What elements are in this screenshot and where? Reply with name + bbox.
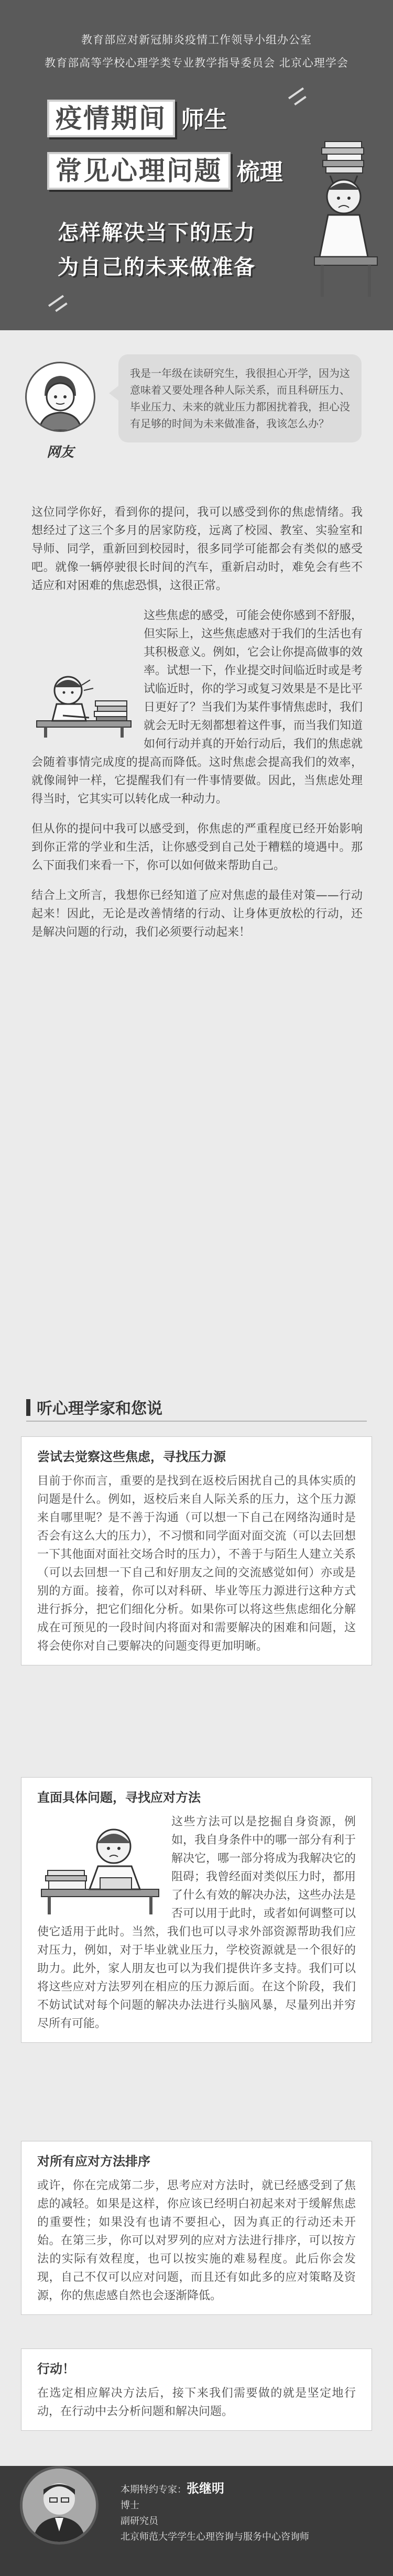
question-bubble: 我是一年级在读研究生，我很担心开学，因为这意味着又要处理各种人际关系，而且科研压力、毕业压力、未来的就业压力都困扰着我，担心没有足够的时间为未来做准备，我该怎么办？ (118, 354, 362, 442)
advice-card-title: 直面具体问题，寻找应对方法 (37, 1790, 201, 1805)
expert-intro-label: 本期特约专家： (121, 2484, 187, 2495)
expert-name: 张继明 (187, 2481, 224, 2496)
slash-decoration (288, 88, 304, 100)
slash-decoration (55, 302, 68, 312)
advice-card-title: 对所有应对方法排序 (37, 2154, 150, 2169)
expert-info (121, 2481, 309, 2545)
section-divider (26, 1421, 367, 1422)
advice-card-title: 尝试去觉察这些焦虑，寻找压力源 (37, 1449, 226, 1464)
expert-footer (0, 2466, 393, 2576)
expert-photo (20, 2466, 99, 2545)
answer-paragraph: 结合上文所言，我想你已经知道了应对焦虑的最佳对策——行动起来！因此，无论是改善情绪的行动、让身体更放松的行动，还是解决问题的行动，我们必须要行动起来！ (31, 889, 363, 939)
answer-paragraph: 这位同学你好，看到你的提问，我可以感受到你的焦虑情绪。我想经过了这三个多月的居家防疫，远离了校园、教室、实验室和导师、同学，重新回到校园时，很多同学可能都会有类似的感受吧。就像一辆停驶很长时间的汽车，重新启动时，难免会有些不适应和对困难的焦虑恐惧，这很正常。 (31, 506, 363, 592)
title-highlight-1: 疫情期间 (47, 100, 175, 137)
answer-body (31, 503, 363, 953)
expert-position: 副研究员 (121, 2516, 158, 2527)
advice-card (21, 2348, 372, 2431)
title-tail-2: 梳理 (236, 159, 283, 186)
user-icon (27, 363, 94, 430)
section-heading (26, 1395, 162, 1419)
stressed-student-illustration (309, 131, 388, 304)
org-line-2: 教育部高等学校心理学类专业教学指导委员会 北京心理学会 (45, 57, 348, 69)
answer-paragraph: 但从你的提问中我可以感受到，你焦虑的严重程度已经开始影响到你正常的学业和生活，让你感受到自己处于糟糕的境遇中。那么下面我们来看一下，你可以如何做来帮助自己。 (31, 822, 363, 872)
answer-paragraph (31, 607, 363, 808)
avatar-label: 网友 (46, 445, 74, 460)
subtitle-line-1: 怎样解决当下的压力 (58, 221, 256, 245)
org-line-1: 教育部应对新冠肺炎疫情工作领导小组办公室 (81, 34, 312, 46)
studying-student-illustration (31, 659, 136, 738)
section-bar (26, 1399, 30, 1416)
title-line-2 (47, 152, 283, 190)
advice-card-text: 这些方法可以是挖掘自身资源，例如，我自身条件中的哪一部分有利于解决它，哪一部分将成为我解决它的阻碍；我曾经面对类似压力时，都用了什么有效的解决办法，这些办法是否可以用于此时，或者如何调整可以使它适用于此时。当然，我们也可以寻求外部资源帮助我们应对压力，例如，对于毕业就业压力，学校资源就是一个很好的助力。此外，家人朋友也可以为我们提供许多支持。我们可以将这些应对方法罗列在相应的压力源后面。在这个阶段，我们不妨试试对每个问题的解决办法进行头脑风暴，尽量列出并穷尽所有可能。 (37, 1815, 356, 2030)
advice-card (21, 1436, 372, 1665)
expert-intro (121, 2481, 309, 2498)
expert-affiliation: 北京师范大学学生心理咨询与服务中心咨询师 (121, 2531, 309, 2542)
header-banner (0, 0, 393, 330)
confused-student-illustration (37, 1816, 163, 1915)
title-line-1 (47, 100, 227, 137)
section-heading-text: 听心理学家和您说 (37, 1400, 162, 1418)
subtitle-line-2: 为自己的未来做准备 (58, 255, 256, 279)
advice-card-text: 目前于你而言，重要的是找到在返校后困扰自己的具体实质的问题是什么。例如，返校后来自人际关系的压力，这个压力源来自哪里呢？是不善于沟通（可以想一下自己在网络沟通时是否会有这么大的压力），不习惯和同学面对面交流（可以去回想一下其他面对面社交场合时的压力），不善于与陌生人建立关系（可以去回想一下自己和好朋友之间的交流感觉如何）亦或是别的方面。接着，你可以对科研、毕业等压力源进行这种方式进行拆分，把它们细化分析。如果你可以将这些焦虑细化分解成在可预见的一段时间内将面对和需要解决的困难和问题，这将会使你对自己要解决的问题变得更加明晰。 (37, 1475, 356, 1653)
netizen-avatar-box (21, 362, 100, 461)
slash-decoration (294, 96, 307, 105)
title-highlight-2: 常见心理问题 (47, 152, 231, 190)
advice-card-text: 在选定相应解决方法后，接下来我们需要做的就是坚定地行动，在行动中去分析问题和解决问题。 (37, 2387, 356, 2418)
advice-card-text-wrap (37, 1813, 356, 2033)
answer-paragraph-text: 这些焦虑的感受，可能会使你感到不舒服，但实际上，这些焦虑感对于我们的生活也有其积极意义。例如，它会让你提高做事的效率。试想一下，作业提交时间临近时或是考试临近时，你的学习或复习效果是不是比平日更好了？当我们为某件事情焦虑时，我们就会无时无刻都想着这件事，而当我们知道如何行动并真的开始行动后，我们的焦虑就会随着事情完成度的提高而降低。这时焦虑会提高我们的效率，就像闹钟一样，它提醒我们有一件事情要做。因此，当焦虑处理得当时，它其实可以转化成一种动力。 (31, 609, 363, 806)
expert-degree: 博士 (121, 2500, 139, 2511)
expert-portrait-icon (23, 2469, 96, 2542)
advice-card (21, 1777, 372, 2043)
avatar (25, 362, 95, 432)
advice-card-text: 或许，你在完成第二步，思考应对方法时，就已经感受到了焦虑的减轻。如果是这样，你应该已经明白初起来对于缓解焦虑的重要性；如果没有也请不要担心，因为真正的行动还未开始。在第三步，你可以对罗列的应对方法进行排序，可以按方法的实际有效程度，也可以按实施的难易程度。此后你会发现，自己不仅可以应对问题，而且还有如此多的应对策略及资源，你的焦虑感自然也会逐渐降低。 (37, 2179, 356, 2302)
advice-card-title: 行动！ (37, 2362, 75, 2376)
title-tail-1: 师生 (181, 106, 227, 133)
advice-card (21, 2141, 372, 2315)
